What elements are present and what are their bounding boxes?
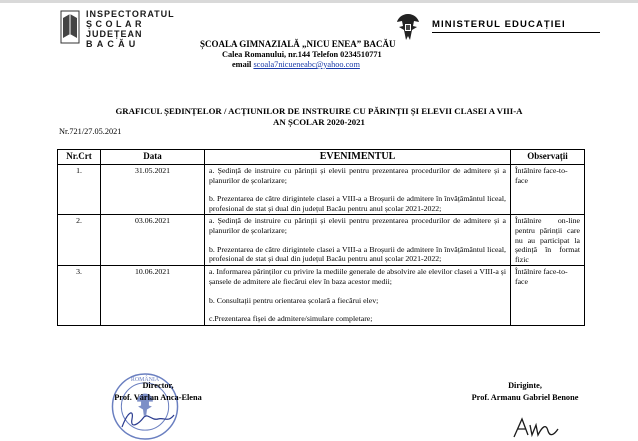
table-row — [58, 215, 585, 266]
diriginte-block — [455, 380, 595, 404]
isj-line-1: INSPECTORATUL — [86, 9, 175, 19]
isj-line-3: JUDEȚEAN — [86, 29, 143, 39]
event-item: b. Prezentarea de către dirigintele clasei a VIII-a a Broșurii de admitere în învățământul liceal, profesional de stat și dual din județul Bacău pentru anul școlar 2021-2022; — [209, 194, 506, 213]
diriginte-name: Prof. Armanu Gabriel Benone — [471, 393, 579, 402]
diriginte-signature-icon — [510, 415, 560, 441]
event-item: b. Prezentarea de către dirigintele clasei a VIII-a a Broșurii de admitere în învățământul liceal, profesional de stat și dual din județul Bacău pentru anul școlar 2021-2022; — [209, 244, 506, 264]
schedule-table — [57, 149, 585, 326]
header-data: Data — [101, 150, 205, 165]
isj-line-2: ȘCOLAR — [86, 19, 145, 29]
ministry-underline — [432, 32, 600, 33]
isj-logo-icon — [60, 10, 80, 44]
school-block — [200, 39, 460, 71]
header-nr: Nr.Crt — [58, 150, 101, 165]
title-line-1: GRAFICUL ȘEDINȚELOR / ACȚIUNILOR DE INSTRUIRE CU PĂRINȚII ȘI ELEVII CLASEI A VIII-A — [115, 106, 523, 116]
event-item: a. Ședință de instruire cu părinții și elevii pentru prezentarea procedurilor de admitere și a planurilor de școlarizare; — [209, 166, 506, 185]
header-obs: Observații — [511, 150, 585, 165]
director-title: Director, — [142, 381, 174, 390]
row-events — [205, 165, 511, 215]
ministry-name: MINISTERUL EDUCAȚIEI — [432, 19, 566, 30]
document-number: Nr.721/27.05.2021 — [59, 127, 122, 136]
row-date: 10.06.2021 — [101, 266, 205, 325]
school-address: Calea Romanului, nr.144 Telefon 0234510771 — [222, 49, 382, 59]
row-obs: Întâlnire face-to-face — [511, 165, 585, 215]
row-nr: 3. — [58, 266, 101, 325]
title-line-2: AN ȘCOLAR 2020-2021 — [273, 117, 365, 127]
isj-line-4: BACĂU — [86, 39, 140, 49]
coat-of-arms-icon — [394, 12, 422, 42]
row-nr: 1. — [58, 165, 101, 215]
event-item: c.Prezentarea fișei de admitere/simulare completare; — [209, 314, 373, 324]
director-block — [83, 380, 233, 404]
diriginte-title: Diriginte, — [508, 381, 542, 390]
table-row — [58, 165, 585, 215]
row-obs: Întâlnire on-line pentru părinții care nu au participat la ședință în format fizic — [511, 215, 585, 266]
row-nr: 2. — [58, 215, 101, 266]
isj-name — [86, 9, 175, 49]
event-item: a. Ședință de instruire cu părinții și elevii pentru prezentarea procedurilor de admitere și a planurilor de școlarizare; — [209, 216, 506, 235]
event-item: b. Consultații pentru orientarea școlară a fiecărui elev; — [209, 295, 379, 305]
row-events — [205, 266, 511, 325]
director-signature-icon — [118, 405, 178, 435]
document-title — [0, 106, 638, 128]
row-date: 03.06.2021 — [101, 215, 205, 266]
school-name: ȘCOALA GIMNAZIALĂ „NICU ENEA” BACĂU — [200, 39, 396, 49]
director-name: Prof. Vârlan Anca-Elena — [114, 393, 202, 402]
top-border — [0, 0, 638, 3]
header-event: EVENIMENTUL — [205, 150, 511, 165]
table-header-row — [58, 150, 585, 165]
row-events — [205, 215, 511, 266]
row-obs: Întâlnire face-to-face — [511, 266, 585, 325]
email-label: email — [232, 60, 252, 69]
stamp-text: ROMÂNIA — [130, 376, 160, 383]
school-email-line — [200, 60, 460, 71]
table-row — [58, 266, 585, 325]
email-link[interactable]: scoala7nicueneabc@yahoo.com — [253, 60, 360, 69]
row-date: 31.05.2021 — [101, 165, 205, 215]
event-item: a. Informarea părinților cu privire la mediile generale de absolvire ale elevilor clasei a VIII-a și șansele de admitere ale fiecărui elev în baza acestor medii; — [209, 267, 506, 286]
